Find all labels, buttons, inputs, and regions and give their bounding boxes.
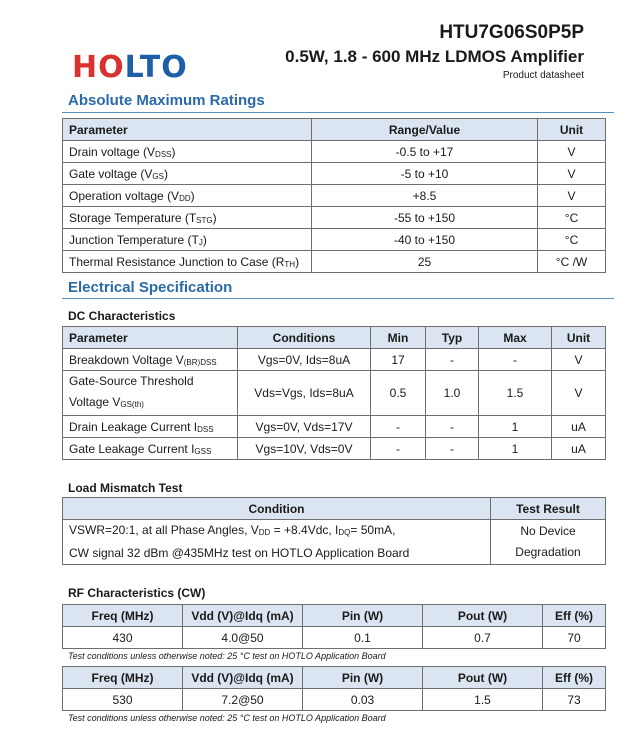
cell-parameter: Gate Leakage Current $I_{GSS}$ — [63, 438, 238, 460]
table-row — [63, 141, 606, 163]
cell-value: -5 to +10 — [312, 163, 538, 185]
cell-unit: V — [552, 371, 606, 416]
cell-vdd: 4.0@50 — [183, 627, 303, 649]
cell-parameter: Storage Temperature $(T_{STG})$ — [63, 207, 312, 229]
col-header: Unit — [538, 119, 606, 141]
cell-eff: 70 — [543, 627, 606, 649]
cell-pout: 0.7 — [423, 627, 543, 649]
table-row — [63, 163, 606, 185]
col-header: Conditions — [238, 327, 371, 349]
cell-freq: 530 — [63, 689, 183, 711]
table-header-row — [63, 605, 606, 627]
cell-min: 17 — [371, 349, 426, 371]
col-header: Vdd (V)@Idq (mA) — [183, 605, 303, 627]
col-header: Freq (MHz) — [63, 667, 183, 689]
cell-parameter: Operation voltage $(V_{DD})$ — [63, 185, 312, 207]
cell-eff: 73 — [543, 689, 606, 711]
table-row — [63, 229, 606, 251]
cell-result: No Device Degradation — [491, 520, 606, 565]
cell-freq: 430 — [63, 627, 183, 649]
cell-unit: °C — [538, 229, 606, 251]
cell-parameter: Gate voltage $(V_{GS})$ — [63, 163, 312, 185]
table-header-row — [63, 667, 606, 689]
cell-value: -0.5 to +17 — [312, 141, 538, 163]
rf-table-2 — [62, 666, 606, 711]
cell-pin: 0.1 — [303, 627, 423, 649]
col-header: Pin (W) — [303, 605, 423, 627]
col-header: Pout (W) — [423, 605, 543, 627]
test-note: Test conditions unless otherwise noted: 25 °C test on HOTLO Application Board — [68, 651, 386, 661]
cell-typ: - — [426, 416, 479, 438]
cell-pin: 0.03 — [303, 689, 423, 711]
cell-parameter: Drain Leakage Current $I_{DSS}$ — [63, 416, 238, 438]
table-row — [63, 185, 606, 207]
col-header: Unit — [552, 327, 606, 349]
dc-table — [62, 326, 606, 460]
cell-vdd: 7.2@50 — [183, 689, 303, 711]
cell-parameter: Gate-Source Threshold Voltage $V_{GS(th)}$ — [63, 371, 238, 416]
table-header-row — [63, 327, 606, 349]
col-header: Freq (MHz) — [63, 605, 183, 627]
dc-title: DC Characteristics — [68, 309, 176, 323]
table-row — [63, 349, 606, 371]
cell-value: -40 to +150 — [312, 229, 538, 251]
cell-unit: uA — [552, 416, 606, 438]
rf-title: RF Characteristics (CW) — [68, 586, 206, 600]
cell-value: -55 to +150 — [312, 207, 538, 229]
table-row — [63, 520, 606, 565]
col-header: Pin (W) — [303, 667, 423, 689]
cell-conditions: Vgs=10V, Vds=0V — [238, 438, 371, 460]
cell-parameter: Junction Temperature $(T_J)$ — [63, 229, 312, 251]
col-header: Test Result — [491, 498, 606, 520]
amr-table — [62, 118, 606, 273]
test-note: Test conditions unless otherwise noted: 25 °C test on HOTLO Application Board — [68, 713, 386, 723]
table-row — [63, 251, 606, 273]
table-row — [63, 416, 606, 438]
section-rule — [62, 112, 614, 113]
cell-typ: - — [426, 349, 479, 371]
table-row — [63, 438, 606, 460]
doc-type: Product datasheet — [502, 70, 584, 81]
header-block — [285, 22, 584, 81]
lm-table — [62, 497, 606, 565]
cell-max: - — [479, 349, 552, 371]
col-header: Parameter — [63, 119, 312, 141]
table-header-row — [63, 498, 606, 520]
cell-unit: °C /W — [538, 251, 606, 273]
col-header: Min — [371, 327, 426, 349]
cell-parameter: Thermal Resistance Junction to Case $(R_{TH})$ — [63, 251, 312, 273]
col-header: Eff (%) — [543, 667, 606, 689]
col-header: Pout (W) — [423, 667, 543, 689]
col-header: Condition — [63, 498, 491, 520]
table-row — [63, 689, 606, 711]
table-row — [63, 207, 606, 229]
cell-typ: 1.0 — [426, 371, 479, 416]
cell-pout: 1.5 — [423, 689, 543, 711]
product-subtitle: 0.5W, 1.8 - 600 MHz LDMOS Amplifier — [285, 47, 584, 66]
section-title-amr: Absolute Maximum Ratings — [68, 92, 265, 109]
cell-typ: - — [426, 438, 479, 460]
cell-max: 1.5 — [479, 371, 552, 416]
cell-min: - — [371, 416, 426, 438]
cell-conditions: Vgs=0V, Ids=8uA — [238, 349, 371, 371]
cell-min: 0.5 — [371, 371, 426, 416]
cell-parameter: Breakdown Voltage $V_{(BR)DSS}$ — [63, 349, 238, 371]
cell-max: 1 — [479, 416, 552, 438]
cell-unit: V — [538, 185, 606, 207]
part-number: HTU7G06S0P5P — [439, 22, 584, 43]
cell-value: 25 — [312, 251, 538, 273]
table-row — [63, 371, 606, 416]
cell-unit: uA — [552, 438, 606, 460]
col-header: Range/Value — [312, 119, 538, 141]
col-header: Max — [479, 327, 552, 349]
col-header: Parameter — [63, 327, 238, 349]
col-header: Vdd (V)@Idq (mA) — [183, 667, 303, 689]
cell-unit: V — [552, 349, 606, 371]
cell-unit: °C — [538, 207, 606, 229]
rf-table-1 — [62, 604, 606, 649]
cell-conditions: Vds=Vgs, Ids=8uA — [238, 371, 371, 416]
lm-title: Load Mismatch Test — [68, 481, 183, 495]
cell-conditions: Vgs=0V, Vds=17V — [238, 416, 371, 438]
cell-unit: V — [538, 141, 606, 163]
table-row — [63, 627, 606, 649]
cell-value: +8.5 — [312, 185, 538, 207]
company-logo: HOLTO — [72, 50, 188, 85]
cell-parameter: Drain voltage $(V_{DSS})$ — [63, 141, 312, 163]
cell-condition: VSWR=20:1, at all Phase Angles, $V_{DD} = +8.4Vdc$, $I_{DQ}= 50mA$, CW signal 32 dBm @435MHz test on HOTLO Application Board — [63, 520, 491, 565]
section-rule — [62, 298, 614, 299]
cell-unit: V — [538, 163, 606, 185]
cell-min: - — [371, 438, 426, 460]
cell-max: 1 — [479, 438, 552, 460]
section-title-es: Electrical Specification — [68, 279, 233, 296]
table-header-row — [63, 119, 606, 141]
col-header: Eff (%) — [543, 605, 606, 627]
col-header: Typ — [426, 327, 479, 349]
